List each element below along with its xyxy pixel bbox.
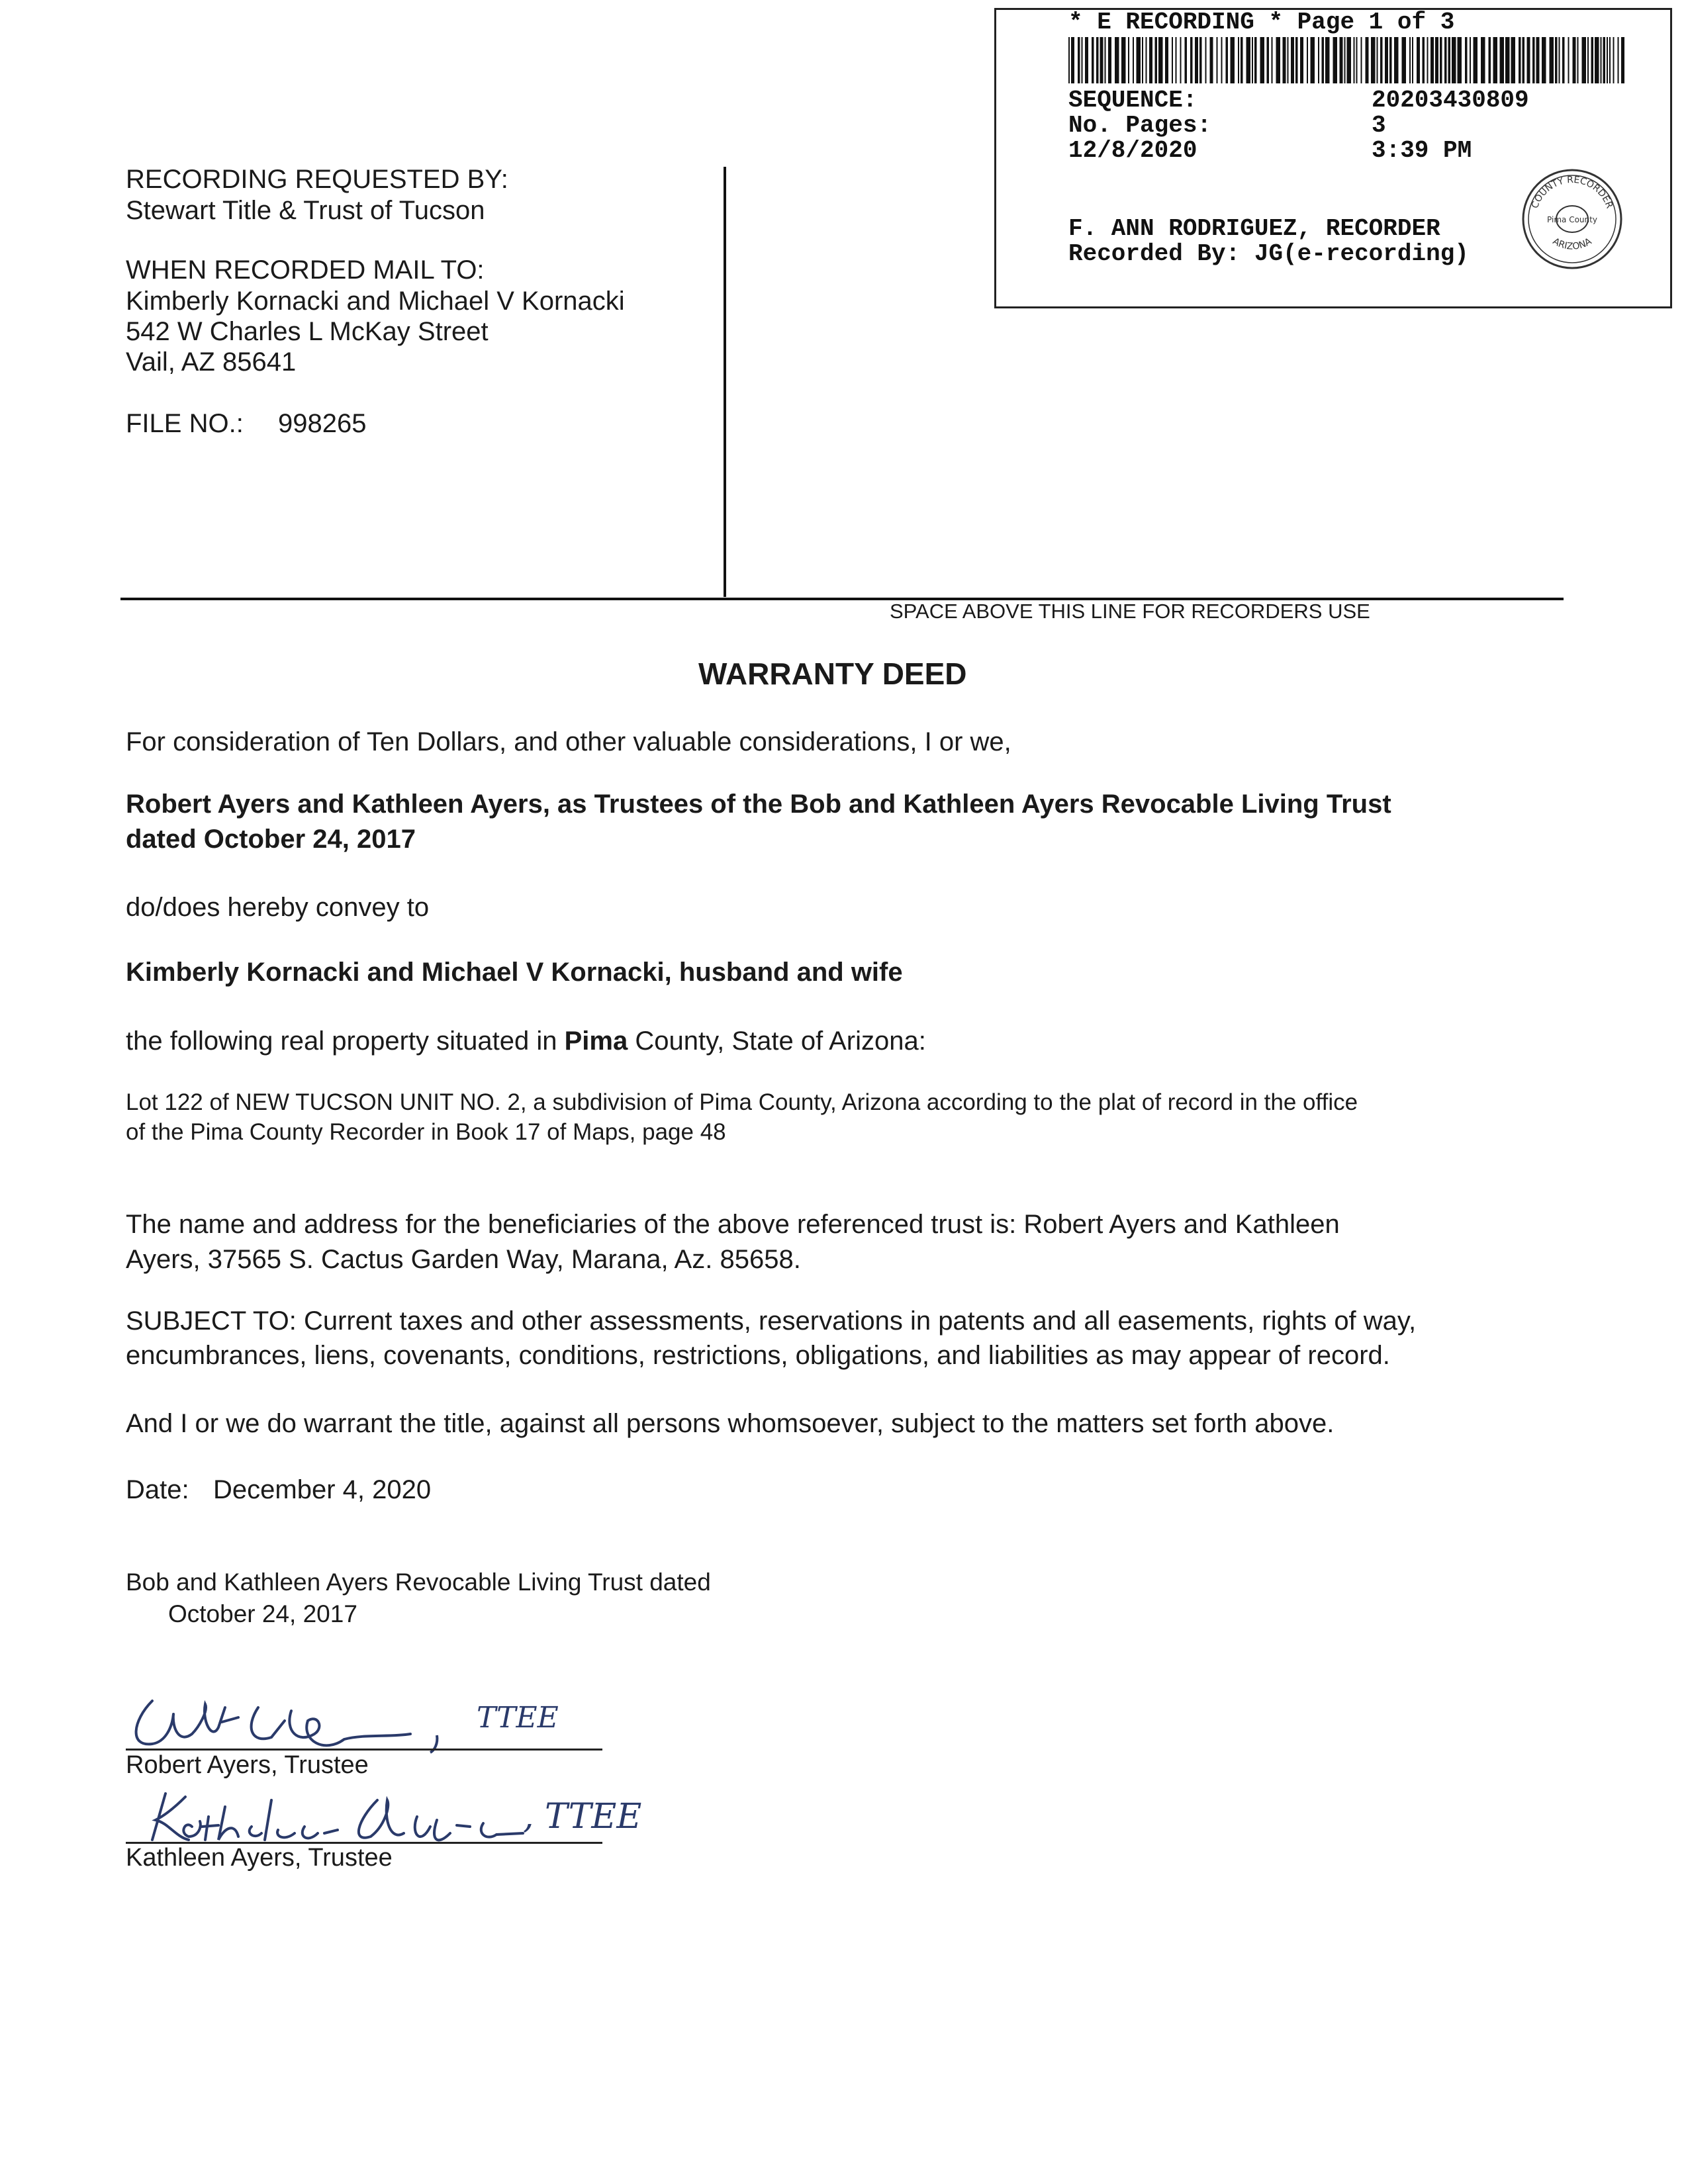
barcode-bar [1096, 37, 1099, 83]
barcode-bar [1272, 37, 1273, 83]
barcode-bar [1412, 37, 1413, 83]
barcode-bar [1519, 37, 1521, 83]
space-above-note: SPACE ABOVE THIS LINE FOR RECORDERS USE [890, 600, 1370, 623]
seal-text-bottom: ARIZONA [1550, 236, 1594, 252]
barcode-bar [1409, 37, 1411, 83]
barcode-bar [1221, 37, 1223, 83]
grantee: Kimberly Kornacki and Michael V Kornacki, husband and wife [126, 958, 903, 987]
recording-header: * E RECORDING * Page 1 of 3 [1068, 9, 1455, 36]
barcode-bar [1430, 37, 1434, 83]
barcode-bar [1562, 37, 1565, 83]
barcode-bar [1092, 37, 1094, 83]
barcode-bar [1474, 37, 1478, 83]
barcode-bar [1246, 37, 1251, 83]
barcode-bar [1260, 37, 1265, 83]
header-divider-vertical [724, 167, 726, 597]
requested-by-label: RECORDING REQUESTED BY: [126, 165, 508, 194]
barcode-bar [1621, 37, 1624, 83]
barcode-bar [1195, 37, 1198, 83]
barcode-bar [1082, 37, 1083, 83]
barcode-bar [1489, 37, 1491, 83]
barcode-bar [1402, 37, 1407, 83]
barcode-bar [1448, 37, 1451, 83]
barcode-bar [1361, 37, 1362, 83]
barcode-bar [1241, 37, 1243, 83]
convey-text: do/does hereby convey to [126, 893, 430, 922]
barcode-bar [1550, 37, 1554, 83]
barcode-bar [1226, 37, 1229, 83]
property-suffix: County, State of Arizona: [628, 1026, 926, 1056]
barcode-bar [1267, 37, 1270, 83]
pages-value: 3 [1372, 112, 1386, 139]
barcode-bar [1300, 37, 1303, 83]
barcode-bar [1146, 37, 1147, 83]
barcode-bar [1205, 37, 1207, 83]
subject-to-line-1: SUBJECT TO: Current taxes and other assessments, reservations in patents and all easements, rights of way, [126, 1306, 1417, 1336]
barcode-bar [1172, 37, 1173, 83]
property-prefix: the following real property situated in [126, 1026, 565, 1056]
consideration-text: For consideration of Ten Dollars, and other valuable considerations, I or we, [126, 727, 1011, 756]
seal-text-center: Pima County [1547, 215, 1597, 224]
robert-ayers-signature [126, 1681, 616, 1754]
sequence-value: 20203430809 [1372, 87, 1529, 114]
warranty-clause: And I or we do warrant the title, against all persons whomsoever, subject to the matters set forth above. [126, 1409, 1335, 1438]
barcode-bar [1340, 37, 1343, 83]
barcode-bar [1444, 37, 1447, 83]
barcode-bar [1389, 37, 1392, 83]
barcode-bar [1523, 37, 1525, 83]
barcode-bar [1254, 37, 1257, 83]
barcode-bar [1115, 37, 1119, 83]
subject-to-line-2: encumbrances, liens, covenants, conditions, restrictions, obligations, and liabilities as may appear of record. [126, 1341, 1390, 1370]
barcode-bar [1276, 37, 1281, 83]
barcode-bar [1149, 37, 1152, 83]
requested-by: Stewart Title & Trust of Tucson [126, 196, 485, 225]
pages-label: No. Pages: [1068, 112, 1212, 139]
barcode-bar [1347, 37, 1352, 83]
barcode-bar [1356, 37, 1358, 83]
legal-description-line-2: of the Pima County Recorder in Book 17 of Maps, page 48 [126, 1119, 726, 1145]
barcode-bar [1465, 37, 1468, 83]
recording-date: 12/8/2020 [1068, 137, 1197, 164]
sig2-name: Kathleen Ayers, Trustee [126, 1844, 393, 1872]
barcode-bar [1283, 37, 1286, 83]
date-label: Date: [126, 1475, 189, 1504]
barcode-bar [1231, 37, 1235, 83]
barcode-bar [1452, 37, 1456, 83]
sequence-label: SEQUENCE: [1068, 87, 1197, 114]
barcode-bar [1068, 37, 1070, 83]
legal-description-line-1: Lot 122 of NEW TUCSON UNIT NO. 2, a subdivision of Pima County, Arizona according to the plat of record in the office [126, 1089, 1358, 1115]
barcode-bar [1493, 37, 1498, 83]
barcode-bar [1440, 37, 1442, 83]
barcode-bar [1582, 37, 1587, 83]
barcode-bar [1322, 37, 1325, 83]
barcode-bar [1190, 37, 1193, 83]
barcode-bar [1158, 37, 1163, 83]
barcode-bar [1595, 37, 1599, 83]
barcode-bar [1577, 37, 1579, 83]
barcode-bar [1185, 37, 1188, 83]
barcode-bar [1210, 37, 1213, 83]
barcode-bar [1288, 37, 1289, 83]
barcode-bar [1252, 37, 1253, 83]
sig1-ttee: TTEE [477, 1701, 559, 1735]
beneficiary-line-1: The name and address for the beneficiaries of the above referenced trust is: Robert Ayers and Kathleen [126, 1210, 1340, 1239]
barcode-bar [1527, 37, 1530, 83]
recording-time: 3:39 PM [1372, 137, 1472, 164]
file-no-label: FILE NO.: [126, 409, 244, 438]
county-name: Pima [564, 1026, 628, 1056]
barcode-bar [1333, 37, 1338, 83]
barcode-bar [1371, 37, 1376, 83]
barcode-bar [1458, 37, 1462, 83]
mail-to-city: Vail, AZ 85641 [126, 347, 297, 377]
barcode-bar [1108, 37, 1111, 83]
barcode-bar [1078, 37, 1080, 83]
trust-name-line-2: October 24, 2017 [168, 1600, 357, 1627]
barcode-bar [1380, 37, 1383, 83]
barcode-bar [1394, 37, 1399, 83]
barcode-bar [1435, 37, 1438, 83]
barcode-bar [1601, 37, 1602, 83]
barcode-bar [1121, 37, 1126, 83]
barcode-bar [1587, 37, 1589, 83]
barcode [1068, 37, 1631, 83]
barcode-bar [1603, 37, 1606, 83]
barcode-bar [1155, 37, 1158, 83]
sig1-name: Robert Ayers, Trustee [126, 1751, 369, 1779]
document-title: WARRANTY DEED [698, 657, 967, 691]
barcode-bar [1318, 37, 1319, 83]
grantor-line-2: dated October 24, 2017 [126, 825, 416, 854]
property-location [126, 1026, 926, 1057]
barcode-bar [1354, 37, 1355, 83]
barcode-bar [1559, 37, 1560, 83]
trust-name-line-1: Bob and Kathleen Ayers Revocable Living Trust dated [126, 1569, 711, 1596]
mail-to-name: Kimberly Kornacki and Michael V Kornacki [126, 287, 625, 316]
barcode-bar [1427, 37, 1429, 83]
barcode-bar [1295, 37, 1298, 83]
barcode-bar [1366, 37, 1369, 83]
barcode-bar [1176, 37, 1177, 83]
barcode-bar [1085, 37, 1088, 83]
county-recorder-seal-icon [1520, 167, 1624, 271]
barcode-bar [1100, 37, 1103, 83]
barcode-bar [1613, 37, 1615, 83]
barcode-bar [1238, 37, 1239, 83]
barcode-bar [1128, 37, 1129, 83]
grantor-line-1: Robert Ayers and Kathleen Ayers, as Trustees of the Bob and Kathleen Ayers Revocable Living Trust [126, 790, 1391, 819]
barcode-bar [1180, 37, 1182, 83]
barcode-bar [1325, 37, 1330, 83]
barcode-bar [1133, 37, 1134, 83]
barcode-bar [1591, 37, 1594, 83]
seal-text-top: COUNTY RECORDER [1529, 174, 1615, 210]
barcode-bar [1417, 37, 1420, 83]
barcode-bar [1607, 37, 1608, 83]
barcode-bar [1532, 37, 1535, 83]
barcode-bar [1217, 37, 1218, 83]
barcode-bar [1199, 37, 1202, 83]
barcode-bar [1481, 37, 1485, 83]
barcode-bar [1505, 37, 1510, 83]
barcode-bar [1291, 37, 1294, 83]
recorded-by: Recorded By: JG(e-recording) [1068, 240, 1469, 267]
barcode-bar [1385, 37, 1388, 83]
barcode-bar [1071, 37, 1074, 83]
kathleen-ayers-signature [126, 1780, 675, 1846]
svg-text:ARIZONA [1551, 236, 1594, 252]
barcode-bar [1105, 37, 1106, 83]
barcode-bar [1542, 37, 1546, 83]
file-no: 998265 [278, 409, 367, 438]
barcode-bar [1137, 37, 1141, 83]
barcode-bar [1142, 37, 1143, 83]
recorder-name: F. ANN RODRIGUEZ, RECORDER [1068, 215, 1440, 242]
barcode-bar [1307, 37, 1308, 83]
barcode-bar [1536, 37, 1540, 83]
mail-to-label: WHEN RECORDED MAIL TO: [126, 255, 485, 285]
barcode-bar [1377, 37, 1378, 83]
barcode-bar [1470, 37, 1471, 83]
barcode-bar [1423, 37, 1425, 83]
barcode-bar [1165, 37, 1168, 83]
barcode-bar [1573, 37, 1576, 83]
barcode-bar [1555, 37, 1558, 83]
barcode-bar [1568, 37, 1570, 83]
mail-to-street: 542 W Charles L McKay Street [126, 317, 489, 346]
barcode-bar [1618, 37, 1619, 83]
barcode-bar [1500, 37, 1505, 83]
barcode-bar [1511, 37, 1516, 83]
barcode-bar [1311, 37, 1315, 83]
sig2-ttee: , TTEE [523, 1797, 642, 1837]
beneficiary-line-2: Ayers, 37565 S. Cactus Garden Way, Marana, Az. 85658. [126, 1245, 801, 1274]
barcode-bar [1609, 37, 1611, 83]
barcode-bar [1344, 37, 1346, 83]
date-value: December 4, 2020 [213, 1475, 432, 1504]
